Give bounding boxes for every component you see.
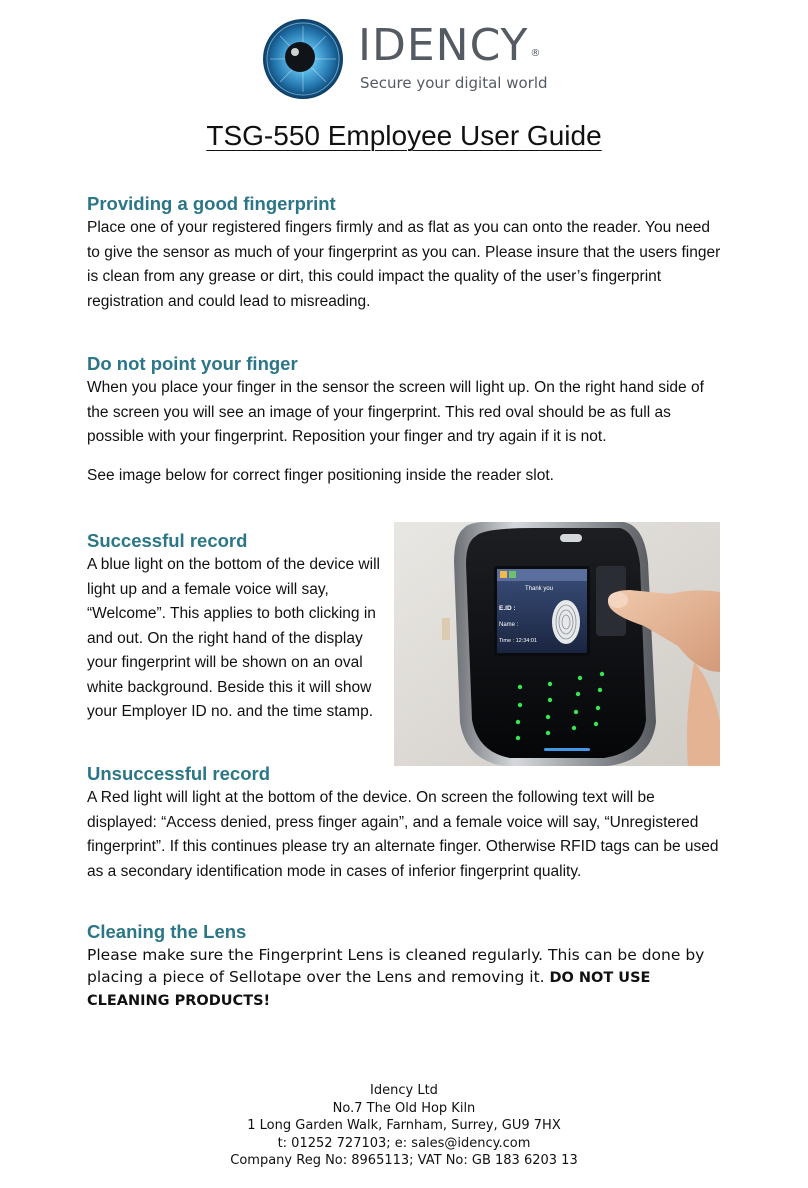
device-screen-name: Name : xyxy=(499,622,519,628)
section-body: Please make sure the Fingerprint Lens is cleaned regularly. This can be done by placing a piece of Sellotape over the Lens and removing it. DO NOT USE CLEANING PRODUCTS! xyxy=(87,946,705,1009)
footer-registration: Company Reg No: 8965113; VAT No: GB 183 6203 13 xyxy=(230,1153,578,1168)
registered-mark: ® xyxy=(530,48,542,59)
footer-address-line-1: No.7 The Old Hop Kiln xyxy=(332,1100,476,1116)
brand-tagline: Secure your digital world xyxy=(360,74,548,92)
footer-contact: t: 01252 727103; e: sales@idency.com xyxy=(277,1135,531,1151)
fingerprint-reader-illustration xyxy=(394,522,720,766)
section-heading: Do not point your finger xyxy=(87,353,298,374)
section-successful-record xyxy=(87,529,385,725)
section-heading: Successful record xyxy=(87,530,248,551)
section-body: A blue light on the bottom of the device will light up and a female voice will say, “Welcome”. This applies to both clicking in and out. On the right hand of the display your fingerprint will be shown on an oval white background. Beside this it will show your Employer ID no. and the time stamp. xyxy=(87,556,380,720)
section-body: When you place your finger in the sensor the screen will light up. On the right hand side of the screen you will see an image of your fingerprint. This red oval should be as full as possible with your fingerprint. Reposition your finger and try again if it is not. xyxy=(87,379,704,445)
section-heading: Providing a good fingerprint xyxy=(87,193,336,214)
footer-address-line-2: 1 Long Garden Walk, Farnham, Surrey, GU9 7HX xyxy=(247,1118,561,1133)
company-logo xyxy=(262,18,552,102)
warning-text: DO NOT USE CLEANING PRODUCTS! xyxy=(87,970,651,1009)
section-heading: Cleaning the Lens xyxy=(87,921,247,942)
section-do-not-point xyxy=(87,352,727,450)
eye-logo-icon xyxy=(262,18,344,100)
device-screen-time: Time : 12:34:01 xyxy=(499,638,538,644)
section-cleaning-lens xyxy=(87,920,727,1012)
section-body: Place one of your registered fingers firmly and as flat as you can onto the reader. You need to give the sensor as much of your fingerprint as you can. Please insure that the users finger is clean from any grease or dirt, this could impact the quality of the user’s fingerprint registration and could lead to misreading. xyxy=(87,219,721,310)
section-body: A Red light will light at the bottom of the device. On screen the following text will be displayed: “Access denied, press finger again”, and a female voice will say, “Unregistered fingerprint”. If this continues please try an alternate finger. Otherwise RFID tags can be used as a secondary identification mode in cases of inferior fingerprint quality. xyxy=(87,789,719,880)
device-photo xyxy=(394,522,720,766)
section-heading: Unsuccessful record xyxy=(87,763,271,784)
footer-company: Idency Ltd xyxy=(370,1083,438,1098)
image-note: See image below for correct finger positioning inside the reader slot. xyxy=(87,467,554,484)
section-unsuccessful-record xyxy=(87,762,727,884)
device-screen-thank-you: Thank you xyxy=(524,586,554,592)
section-good-fingerprint xyxy=(87,192,727,314)
brand-name: IDENCY ® xyxy=(358,20,542,71)
device-screen-eid: E.ID : xyxy=(499,605,516,612)
page-footer xyxy=(0,1082,808,1170)
page-title: TSG-550 Employee User Guide xyxy=(206,120,602,151)
